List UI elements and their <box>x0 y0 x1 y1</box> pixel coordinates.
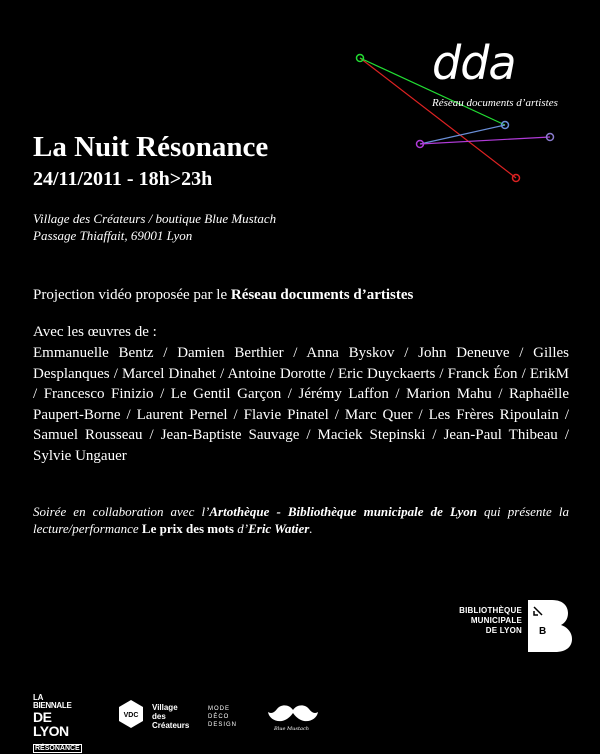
soiree-author: Eric Watier <box>248 521 310 536</box>
biennale-line-2: DE LYON <box>33 709 69 739</box>
event-date: 24/11/2011 - 18h>23h <box>33 168 213 190</box>
soiree-paragraph <box>33 503 569 537</box>
bml-line-2: MUNICIPALE <box>470 616 522 625</box>
soiree-end: . <box>309 521 313 536</box>
vdc-cat-3: DESIGN <box>208 722 238 728</box>
soiree-partner: Artothèque - Bibliothèque municipale de Lyon <box>209 504 477 519</box>
vdc-badge-logo <box>117 700 145 728</box>
event-title: La Nuit Résonance <box>33 131 269 163</box>
vdc-name-2: des <box>152 712 166 721</box>
vdc-name-3: Créateurs <box>152 721 190 730</box>
dda-wordmark: dda <box>432 36 516 90</box>
vdc-name-1: Village <box>152 703 178 712</box>
biennale-logo <box>33 693 80 754</box>
artists-list: Emmanuelle Bentz / Damien Berthier / Anna Byskov / John Deneuve / Gilles Desplanques / Marcel Dinahet / Antoine Dorotte / Eric Duyckaerts / Franck Éon / ErikM / Francesco Finizio / Le Gentil Garçon / Jérémy Laffon / Marion Mahu / Raphaëlle Paupert-Borne / Laurent Pernel / Flavie Pinatel / Marc Quer / Les Frères Ripoulain / Samuel Rousseau / Jean-Baptiste Sauvage / Maciek Stepinski / Jean-Paul Thibeau / Sylvie Ungauer <box>33 345 569 464</box>
blue-mustach-label: Blue Mustach <box>274 726 309 732</box>
projection-prefix: Projection vidéo proposée par le <box>33 287 231 303</box>
mustache-icon <box>267 700 319 728</box>
vdc-badge-text: VDC <box>123 712 139 719</box>
soiree-work: Le prix des mots <box>141 521 234 536</box>
soiree-part-2: qui présente la lecture/performance <box>33 504 570 536</box>
venue <box>33 210 276 244</box>
projection-organizer: Réseau documents d’artistes <box>230 287 414 303</box>
vdc-cat-1: MODE <box>208 706 230 712</box>
vdc-categories <box>208 705 237 729</box>
biennale-line-3: RÉSONANCE <box>35 745 80 752</box>
bml-line-3: DE LYON <box>485 626 522 635</box>
bml-b-logo <box>528 600 572 652</box>
bml-letter: B <box>539 626 547 637</box>
projection-line <box>33 286 413 304</box>
vdc-name <box>152 703 189 730</box>
soiree-part-3: d’ <box>234 521 249 536</box>
works-intro: Avec les œuvres de : <box>33 324 157 340</box>
bml-line-1: BIBLIOTHÈQUE <box>459 606 522 615</box>
soiree-part-1: Soirée en collaboration avec l’ <box>33 504 210 519</box>
biennale-line-1: LA BIENNALE <box>33 693 72 710</box>
dda-subtitle: Réseau documents d’artistes <box>432 97 558 109</box>
bml-logo-text <box>446 606 522 636</box>
venue-line-2: Passage Thiaffait, 69001 Lyon <box>33 228 193 243</box>
vdc-cat-2: DÉCO <box>208 714 230 720</box>
venue-line-1: Village des Créateurs / boutique Blue Mustach <box>33 211 277 226</box>
